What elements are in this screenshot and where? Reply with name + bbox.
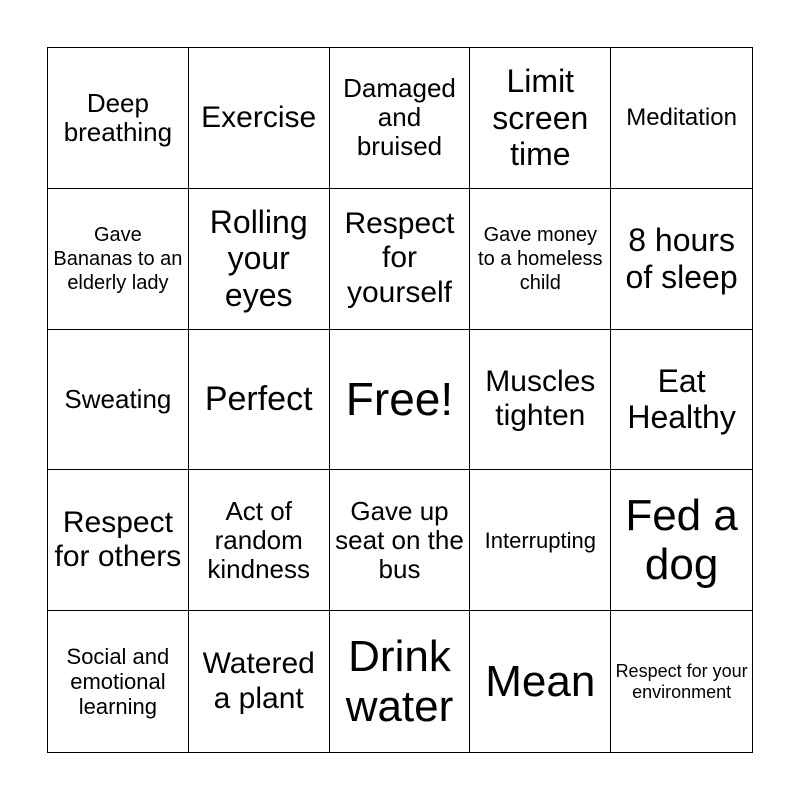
cell-text: Gave up seat on the bus: [335, 495, 464, 584]
bingo-cell-r2c5[interactable]: [611, 189, 752, 330]
bingo-cell-r1c2[interactable]: [189, 48, 330, 189]
bingo-cell-r3c1[interactable]: [48, 330, 189, 471]
cell-text: Sweating: [64, 383, 172, 414]
cell-text: Free!: [345, 373, 454, 426]
cell-text: Rolling your eyes: [209, 203, 308, 314]
bingo-cell-r4c5[interactable]: [611, 470, 752, 611]
bingo-cell-r2c4[interactable]: [470, 189, 611, 330]
cell-text: Respect for your environment: [615, 661, 748, 702]
bingo-cell-r4c3[interactable]: [330, 470, 471, 611]
bingo-cell-r5c1[interactable]: [48, 611, 189, 752]
bingo-card: [47, 47, 753, 753]
cell-text: Drink water: [345, 632, 454, 731]
bingo-cell-r1c3[interactable]: [330, 48, 471, 189]
bingo-cell-r2c3[interactable]: [330, 189, 471, 330]
cell-text: Respect for others: [54, 505, 182, 574]
bingo-cell-r2c2[interactable]: [189, 189, 330, 330]
bingo-cell-r3c4[interactable]: [470, 330, 611, 471]
bingo-cell-r4c2[interactable]: [189, 470, 330, 611]
bingo-cell-r3c5[interactable]: [611, 330, 752, 471]
cell-text: Exercise: [201, 100, 317, 134]
bingo-cell-r4c1[interactable]: [48, 470, 189, 611]
bingo-cell-r1c1[interactable]: [48, 48, 189, 189]
cell-text: Limit screen time: [492, 62, 589, 173]
cell-text: Mean: [485, 656, 596, 706]
cell-text: Deep breathing: [63, 87, 173, 147]
bingo-cell-r5c5[interactable]: [611, 611, 752, 752]
cell-text: Perfect: [204, 379, 313, 418]
cell-text: Eat Healthy: [627, 362, 736, 436]
cell-text: Watered a plant: [202, 647, 315, 715]
bingo-cell-free[interactable]: [330, 330, 471, 471]
cell-text: Damaged and bruised: [343, 73, 456, 162]
cell-text: 8 hours of sleep: [625, 221, 738, 295]
cell-text: Respect for yourself: [344, 206, 455, 309]
cell-text: Muscles tighten: [485, 364, 596, 433]
bingo-cell-r3c2[interactable]: [189, 330, 330, 471]
cell-text: Interrupting: [484, 527, 596, 553]
bingo-cell-r5c4[interactable]: [470, 611, 611, 752]
bingo-cell-r1c4[interactable]: [470, 48, 611, 189]
bingo-cell-r2c1[interactable]: [48, 189, 189, 330]
cell-text: Gave Bananas to an elderly lady: [53, 223, 183, 294]
bingo-cell-r5c2[interactable]: [189, 611, 330, 752]
bingo-cell-r4c4[interactable]: [470, 470, 611, 611]
bingo-cell-r1c5[interactable]: [611, 48, 752, 189]
bingo-cell-r5c3[interactable]: [330, 611, 471, 752]
cell-text: Act of random kindness: [207, 495, 310, 584]
cell-text: Gave money to a homeless child: [478, 223, 603, 294]
cell-text: Fed a dog: [625, 491, 738, 590]
cell-text: Meditation: [626, 104, 737, 132]
cell-text: Social and emotional learning: [66, 643, 170, 720]
